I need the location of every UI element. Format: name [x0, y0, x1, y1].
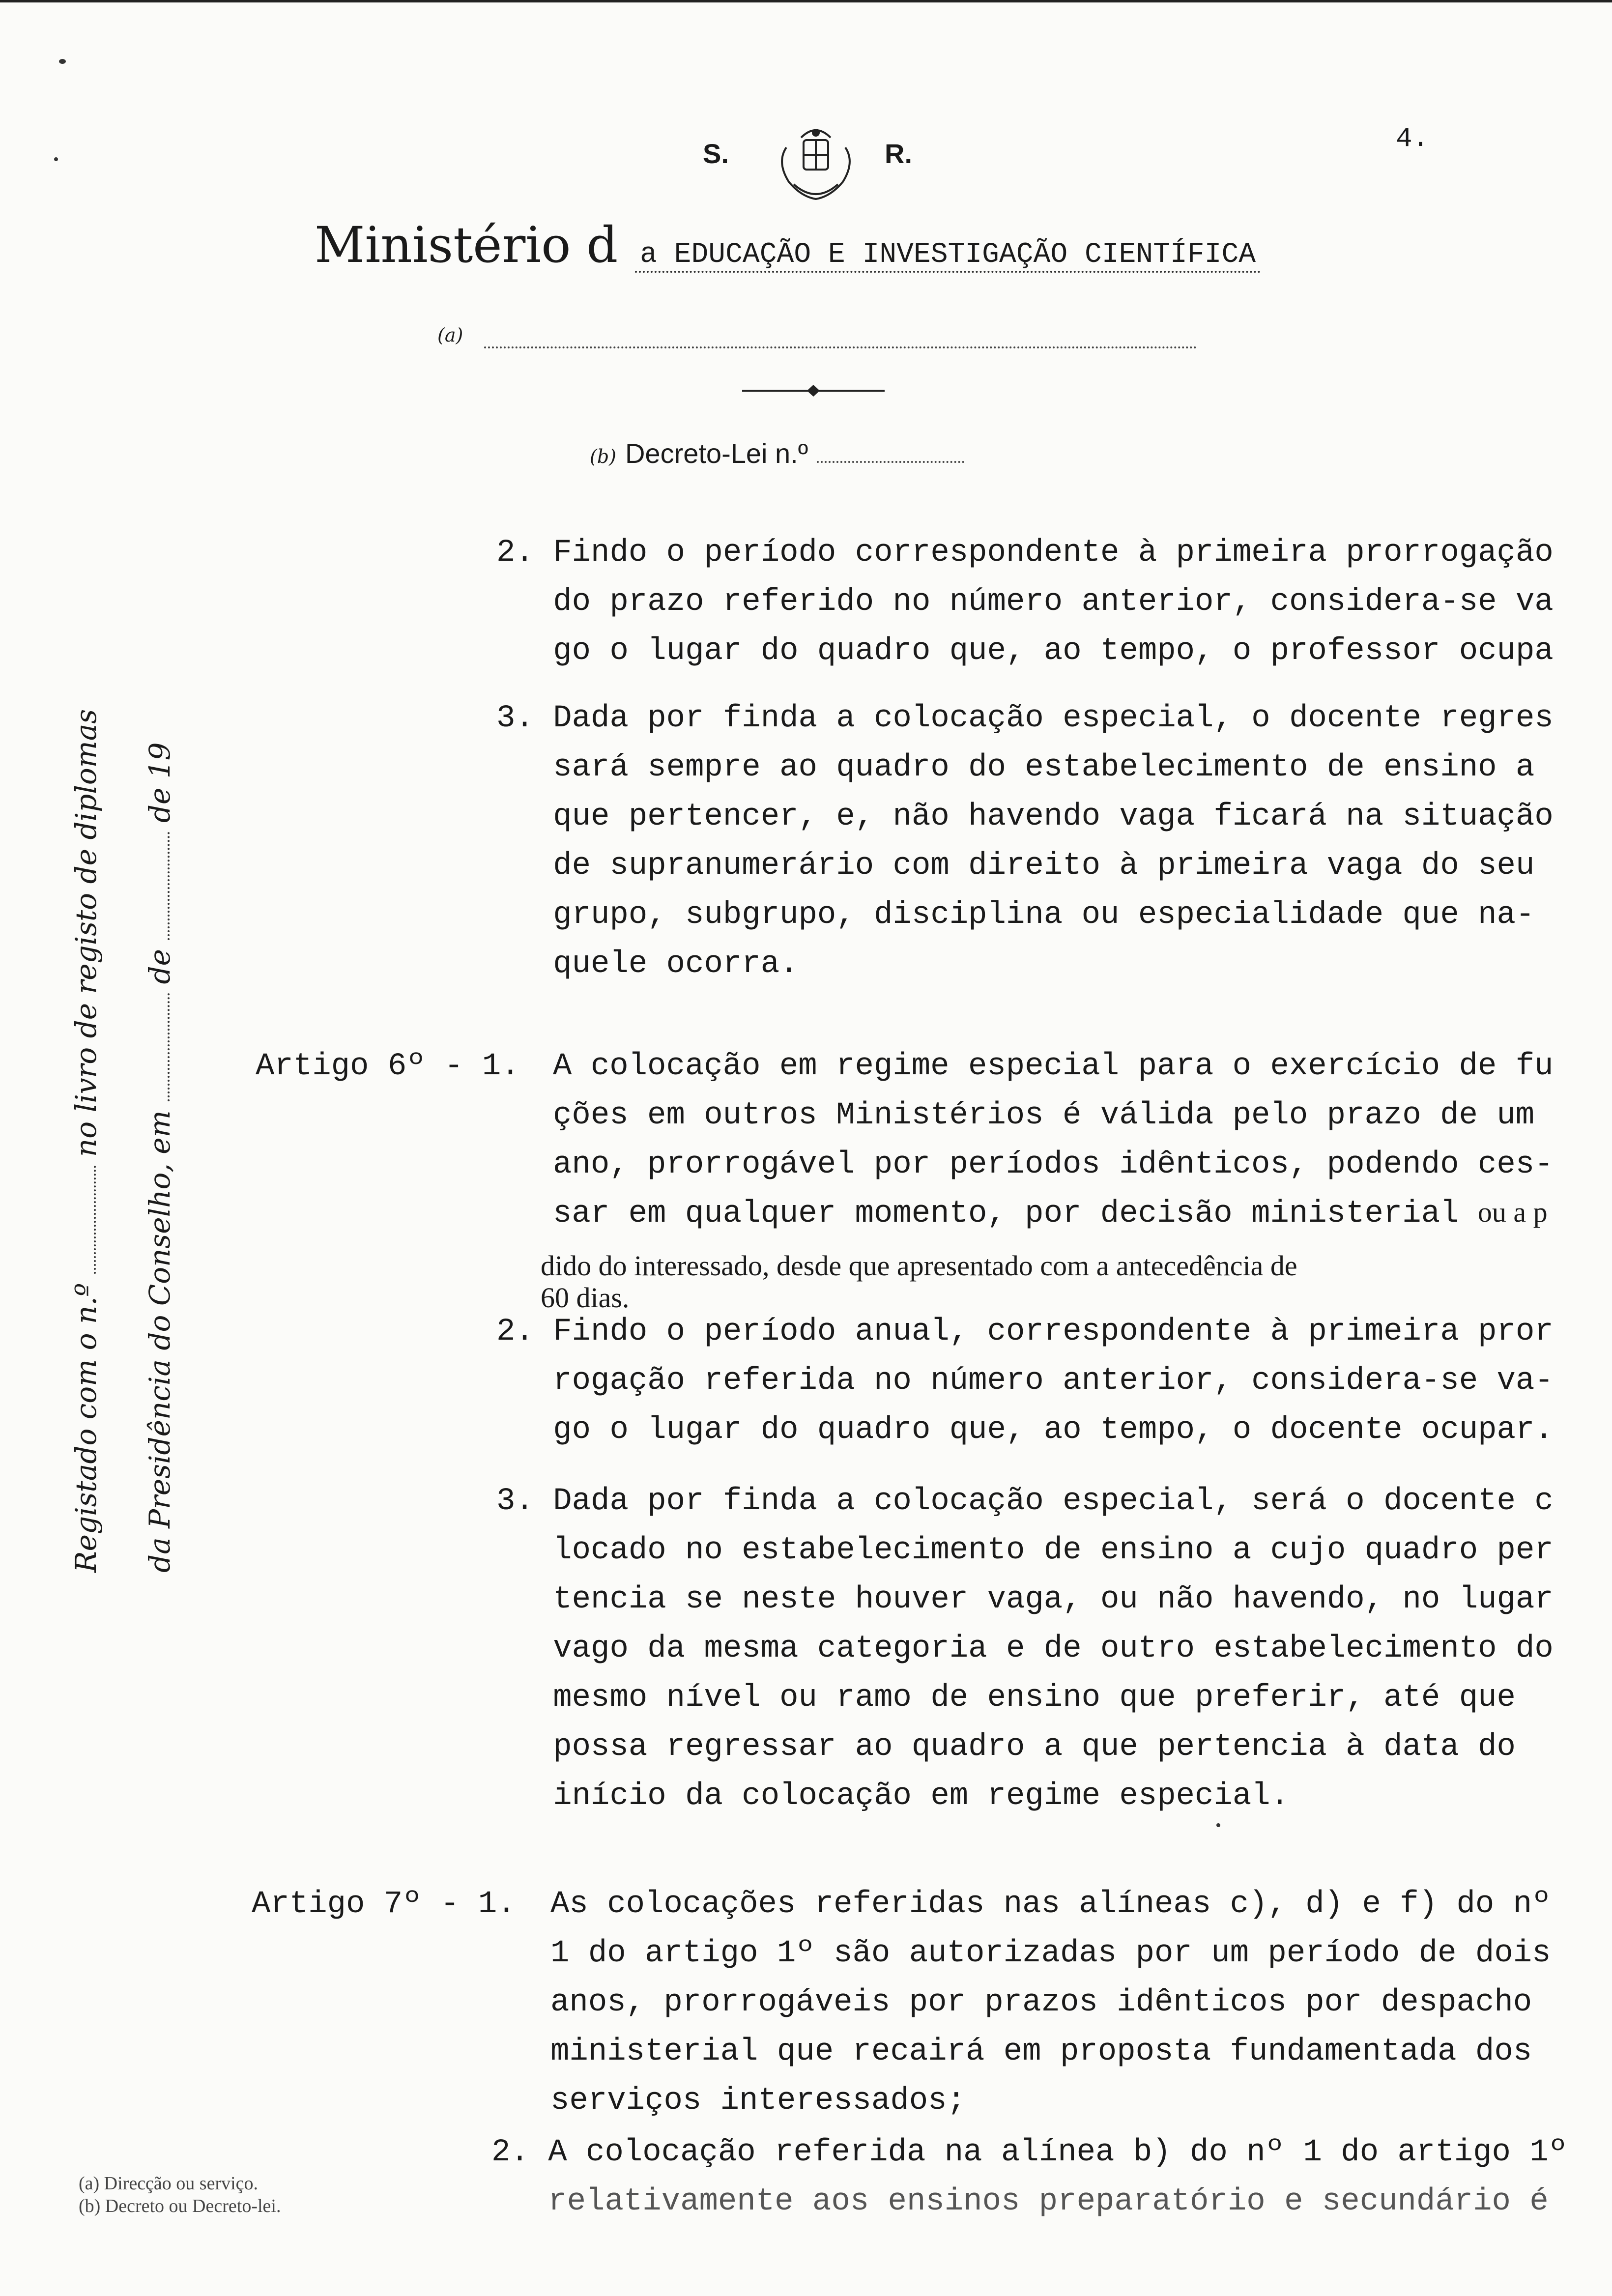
- footnote-a: (a) Direcção ou serviço.: [79, 2173, 259, 2194]
- header-letter-r: R.: [885, 138, 912, 169]
- footnotes: [79, 2172, 281, 2217]
- ministry-script-label: Ministério d: [315, 216, 618, 274]
- page-number: 4.: [1396, 123, 1429, 154]
- article-6-inserted-line: dido do interessado, desde que apresentado com a antecedência de: [541, 1250, 1297, 1282]
- article-6-paragraph-1: A colocação em regime especial para o exercício de fu ções em outros Ministérios é válida pelo prazo de um ano, prorrogável por períodos idênticos, podendo ces- sar em qualquer momento, por decisão ministerial ou a p: [553, 1049, 1554, 1232]
- article-6-paragraph-3: 3. Dada por finda a colocação especial, será o docente c locado no estabelecimento de ensino a cujo quadro per tencia se neste houver vaga, ou não havendo, no lugar vago da mesma categoria e de outro estabelecimento do mesmo nível ou ramo de ensino que preferir, até que possa regressar ao quadro a que pertencia à data do início da colocação em regime especial.: [496, 1484, 1554, 1814]
- margin-line-1: Registado com o n.º no livro de registo de diplomas: [69, 709, 103, 1573]
- top-border: [0, 0, 1612, 2]
- header-letter-s: S.: [703, 138, 729, 169]
- field-b-label: (b): [590, 446, 616, 467]
- article-6-inserted-line-2: 60 dias.: [541, 1282, 630, 1314]
- registry-margin-note: [49, 590, 197, 1573]
- coat-of-arms-seal: [767, 118, 865, 206]
- scan-speck: [59, 59, 66, 64]
- decree-label: Decreto-Lei n.º: [625, 438, 808, 469]
- footnote-b: (b) Decreto ou Decreto-lei.: [79, 2196, 281, 2216]
- decree-line: [590, 437, 964, 469]
- decree-number-blank: [817, 461, 964, 463]
- article-7-paragraph-1: As colocações referidas nas alíneas c), d) e f) do nº 1 do artigo 1º são autorizadas por um período de dois anos, prorrogáveis por prazos idênticos por despacho ministerial que recairá em proposta fundamentada dos serviços interessados;: [550, 1887, 1551, 2119]
- field-a-dotted-line: [484, 346, 1197, 348]
- divider-ornament: [742, 383, 885, 398]
- inserted-text: ou a p: [1477, 1196, 1548, 1228]
- article-6-label: Artigo 6º - 1.: [256, 1049, 520, 1084]
- article-7-paragraph-2: 2. A colocação referida na alínea b) do nº 1 do artigo 1º relativamente aos ensinos preparatório e secundário é: [491, 2135, 1568, 2219]
- paragraph-2: 2. Findo o período correspondente à primeira prorrogação do prazo referido no número anterior, considera-se va go o lugar do quadro que, ao tempo, o professor ocupa: [496, 535, 1554, 669]
- scan-speck: [1216, 1823, 1220, 1827]
- field-a-label: (a): [437, 324, 463, 346]
- paragraph-3: 3. Dada por finda a colocação especial, o docente regres sará sempre ao quadro do estabelecimento de ensino a que pertencer, e, não havendo vaga ficará na situação de supranumerário com direito à primeira vaga do seu grupo, subgrupo, disciplina ou especialidade que na- quele ocorra.: [496, 701, 1554, 982]
- ministry-title: [315, 216, 1261, 274]
- ministry-name: a EDUCAÇÃO E INVESTIGAÇÃO CIENTÍFICA: [635, 239, 1261, 273]
- article-7-label: Artigo 7º - 1.: [252, 1887, 516, 1922]
- scan-speck: [54, 157, 58, 161]
- margin-line-2: da Presidência do Conselho, em de de 19: [143, 742, 176, 1573]
- article-6-paragraph-2: 2. Findo o período anual, correspondente à primeira pror rogação referida no número anterior, considera-se va- go o lugar do quadro que, ao tempo, o docente ocupar.: [496, 1314, 1554, 1448]
